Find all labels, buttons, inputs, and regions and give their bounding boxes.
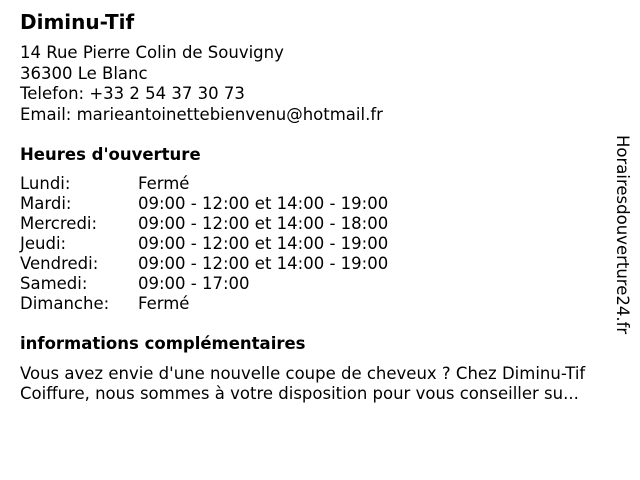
address-city: 36300 Le Blanc [20,63,148,83]
hours-value: Fermé [138,294,190,313]
business-name: Diminu-Tif [20,10,135,34]
hours-value: 09:00 - 12:00 et 14:00 - 19:00 [138,194,389,213]
opening-hours-heading: Heures d'ouverture [20,145,201,164]
email-address: Email: marieantoinettebienvenu@hotmail.fr [20,104,383,124]
description-line-1: Vous avez envie d'une nouvelle coupe de cheveux ? Chez Diminu-Tif [20,364,586,383]
address-street: 14 Rue Pierre Colin de Souvigny [20,43,284,62]
site-watermark: Horairesdouverture24.fr [613,135,632,335]
hours-value: 09:00 - 12:00 et 14:00 - 19:00 [138,234,389,253]
day-label: Samedi: [20,274,88,293]
phone-number: Telefon: +33 2 54 37 30 73 [20,84,245,103]
description-line-2: Coiffure, nous sommes à votre disposition pour vous conseiller su... [20,384,579,403]
contact-block [20,43,383,125]
day-label: Mardi: [20,194,72,213]
hours-value: 09:00 - 12:00 et 14:00 - 19:00 [138,254,389,273]
day-label: Mercredi: [20,214,98,233]
business-description [20,364,620,404]
hours-value: 09:00 - 17:00 [138,274,250,293]
hours-value: Fermé [138,174,190,193]
day-label: Dimanche: [20,294,110,313]
hours-value: 09:00 - 12:00 et 14:00 - 18:00 [138,214,389,233]
day-label: Lundi: [20,174,71,193]
day-label: Vendredi: [20,254,99,273]
day-label: Jeudi: [20,234,67,253]
additional-info-heading: informations complémentaires [20,334,306,353]
